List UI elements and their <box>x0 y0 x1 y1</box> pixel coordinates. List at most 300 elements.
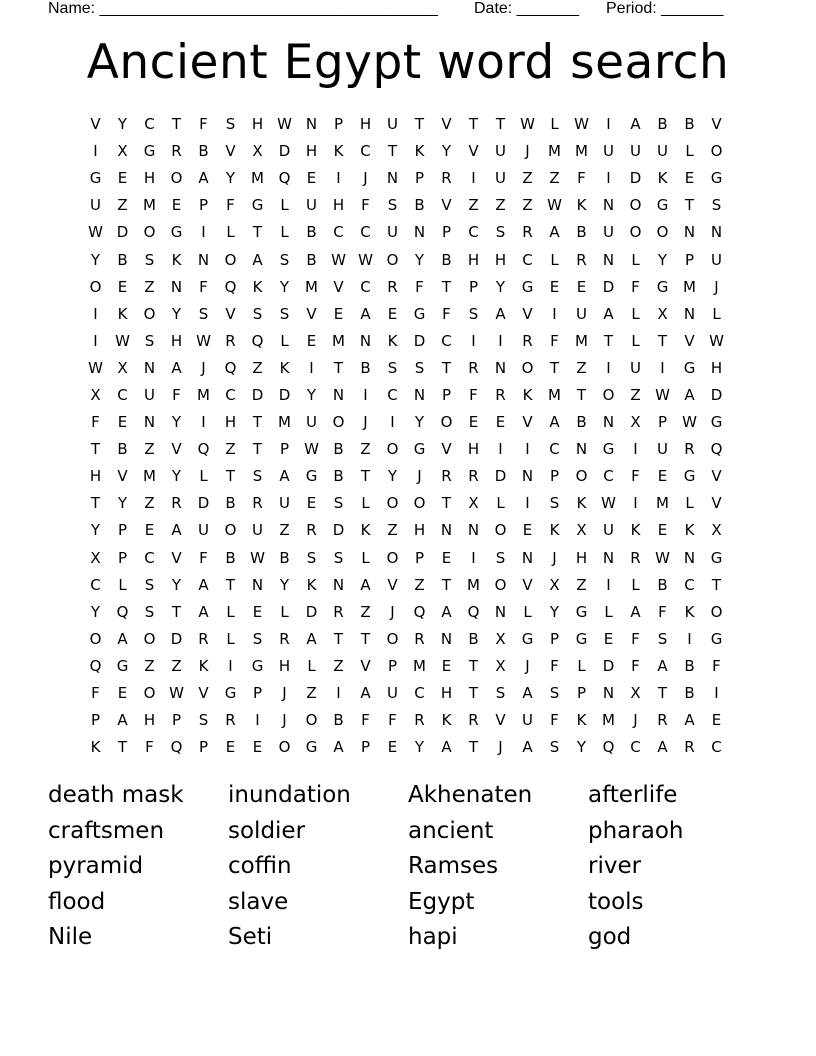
grid-letter[interactable]: U <box>711 250 722 269</box>
grid-letter[interactable]: G <box>710 413 723 432</box>
grid-letter[interactable]: O <box>143 684 156 703</box>
grid-letter[interactable]: I <box>552 304 557 323</box>
grid-letter[interactable]: B <box>117 440 128 459</box>
name-field-label[interactable]: Name: ______________________________________ <box>48 0 438 17</box>
grid-letter[interactable]: G <box>251 656 264 675</box>
grid-letter[interactable]: I <box>336 684 341 703</box>
grid-letter[interactable]: E <box>117 413 128 432</box>
grid-letter[interactable]: X <box>549 575 560 594</box>
grid-letter[interactable]: F <box>199 277 208 296</box>
grid-letter[interactable]: X <box>657 304 668 323</box>
grid-letter[interactable]: N <box>413 223 426 242</box>
grid-letter[interactable]: T <box>225 467 236 486</box>
grid-letter[interactable]: K <box>198 656 209 675</box>
grid-letter[interactable]: K <box>576 196 587 215</box>
grid-letter[interactable]: I <box>687 629 692 648</box>
grid-letter[interactable]: S <box>414 358 425 377</box>
grid-letter[interactable]: F <box>91 684 100 703</box>
grid-letter[interactable]: X <box>117 358 128 377</box>
grid-letter[interactable]: D <box>278 385 291 404</box>
grid-letter[interactable]: T <box>441 277 452 296</box>
grid-letter[interactable]: S <box>306 548 317 567</box>
grid-letter[interactable]: S <box>279 250 290 269</box>
grid-letter[interactable]: X <box>495 629 506 648</box>
grid-letter[interactable]: R <box>387 277 398 296</box>
grid-letter[interactable]: F <box>172 385 181 404</box>
grid-letter[interactable]: N <box>602 196 615 215</box>
grid-letter[interactable]: H <box>359 115 372 134</box>
grid-letter[interactable]: G <box>602 440 615 459</box>
grid-letter[interactable]: B <box>225 548 236 567</box>
grid-letter[interactable]: S <box>657 629 668 648</box>
grid-letter[interactable]: F <box>415 277 424 296</box>
grid-letter[interactable]: N <box>251 575 264 594</box>
grid-letter[interactable]: G <box>251 196 264 215</box>
grid-letter[interactable]: N <box>197 250 210 269</box>
grid-letter[interactable]: L <box>361 494 370 513</box>
grid-letter[interactable]: R <box>657 711 668 730</box>
grid-letter[interactable]: B <box>306 223 317 242</box>
grid-letter[interactable]: R <box>198 629 209 648</box>
grid-letter[interactable]: J <box>390 602 395 621</box>
grid-letter[interactable]: Z <box>306 684 317 703</box>
grid-letter[interactable]: J <box>552 548 557 567</box>
grid-letter[interactable]: M <box>251 169 264 188</box>
grid-letter[interactable]: Y <box>549 602 560 621</box>
grid-letter[interactable]: S <box>387 358 398 377</box>
grid-letter[interactable]: F <box>199 548 208 567</box>
grid-letter[interactable]: F <box>658 602 667 621</box>
grid-letter[interactable]: A <box>522 738 533 757</box>
grid-letter[interactable]: V <box>441 115 452 134</box>
grid-letter[interactable]: O <box>629 196 642 215</box>
grid-letter[interactable]: I <box>201 223 206 242</box>
grid-letter[interactable]: U <box>576 304 587 323</box>
grid-letter[interactable]: W <box>88 223 103 242</box>
grid-letter[interactable]: A <box>549 223 560 242</box>
grid-letter[interactable]: G <box>143 142 156 161</box>
grid-letter[interactable]: A <box>630 602 641 621</box>
grid-letter[interactable]: B <box>468 629 479 648</box>
grid-letter[interactable]: C <box>360 223 371 242</box>
grid-letter[interactable]: M <box>143 196 156 215</box>
grid-letter[interactable]: Y <box>90 521 101 540</box>
grid-letter[interactable]: C <box>333 223 344 242</box>
grid-letter[interactable]: C <box>144 548 155 567</box>
grid-letter[interactable]: Z <box>144 277 155 296</box>
grid-letter[interactable]: L <box>361 548 370 567</box>
grid-letter[interactable]: R <box>306 521 317 540</box>
grid-letter[interactable]: G <box>575 629 588 648</box>
grid-letter[interactable]: K <box>441 711 452 730</box>
grid-letter[interactable]: N <box>494 602 507 621</box>
grid-letter[interactable]: R <box>441 169 452 188</box>
grid-letter[interactable]: O <box>494 521 507 540</box>
date-field-label[interactable]: Date: _______ <box>474 0 579 17</box>
grid-letter[interactable]: A <box>630 115 641 134</box>
grid-letter[interactable]: Y <box>279 277 290 296</box>
grid-letter[interactable]: Y <box>90 602 101 621</box>
grid-letter[interactable]: O <box>602 385 615 404</box>
grid-letter[interactable]: L <box>199 467 208 486</box>
grid-letter[interactable]: G <box>575 602 588 621</box>
grid-letter[interactable]: K <box>117 304 128 323</box>
grid-letter[interactable]: W <box>358 250 373 269</box>
grid-letter[interactable]: N <box>386 169 399 188</box>
grid-letter[interactable]: I <box>93 331 98 350</box>
grid-letter[interactable]: Z <box>144 440 155 459</box>
grid-letter[interactable]: M <box>332 331 345 350</box>
grid-letter[interactable]: M <box>197 385 210 404</box>
grid-letter[interactable]: T <box>387 142 398 161</box>
grid-letter[interactable]: V <box>522 413 533 432</box>
grid-letter[interactable]: Z <box>549 169 560 188</box>
grid-letter[interactable]: P <box>549 467 560 486</box>
grid-letter[interactable]: V <box>522 304 533 323</box>
grid-letter[interactable]: L <box>685 142 694 161</box>
grid-letter[interactable]: I <box>714 684 719 703</box>
grid-letter[interactable]: H <box>305 142 318 161</box>
grid-letter[interactable]: E <box>387 738 398 757</box>
grid-letter[interactable]: G <box>224 684 237 703</box>
grid-letter[interactable]: L <box>226 602 235 621</box>
grid-letter[interactable]: O <box>521 358 534 377</box>
grid-letter[interactable]: U <box>495 169 506 188</box>
grid-letter[interactable]: Y <box>657 250 668 269</box>
grid-letter[interactable]: E <box>171 196 182 215</box>
grid-letter[interactable]: E <box>576 277 587 296</box>
grid-letter[interactable]: O <box>440 413 453 432</box>
grid-letter[interactable]: P <box>684 250 695 269</box>
grid-letter[interactable]: I <box>390 413 395 432</box>
grid-letter[interactable]: B <box>657 575 668 594</box>
grid-letter[interactable]: U <box>603 521 614 540</box>
grid-letter[interactable]: R <box>414 629 425 648</box>
grid-letter[interactable]: Q <box>197 440 210 459</box>
grid-letter[interactable]: L <box>118 575 127 594</box>
grid-letter[interactable]: A <box>441 738 452 757</box>
grid-letter[interactable]: K <box>90 738 101 757</box>
grid-letter[interactable]: H <box>467 250 480 269</box>
grid-letter[interactable]: Z <box>468 196 479 215</box>
grid-letter[interactable]: D <box>494 467 507 486</box>
grid-letter[interactable]: Q <box>467 602 480 621</box>
grid-letter[interactable]: F <box>550 656 559 675</box>
grid-letter[interactable]: C <box>225 385 236 404</box>
grid-letter[interactable]: F <box>631 656 640 675</box>
grid-letter[interactable]: B <box>576 223 587 242</box>
grid-letter[interactable]: I <box>498 440 503 459</box>
grid-letter[interactable]: X <box>495 656 506 675</box>
grid-letter[interactable]: L <box>631 304 640 323</box>
grid-letter[interactable]: I <box>471 169 476 188</box>
grid-letter[interactable]: D <box>251 385 264 404</box>
grid-letter[interactable]: I <box>255 711 260 730</box>
grid-letter[interactable]: L <box>631 331 640 350</box>
grid-letter[interactable]: J <box>201 358 206 377</box>
grid-letter[interactable]: H <box>494 250 507 269</box>
grid-letter[interactable]: J <box>282 711 287 730</box>
grid-letter[interactable]: P <box>657 413 668 432</box>
grid-letter[interactable]: A <box>171 521 182 540</box>
grid-letter[interactable]: W <box>250 548 265 567</box>
grid-letter[interactable]: L <box>226 223 235 242</box>
grid-letter[interactable]: H <box>332 196 345 215</box>
grid-letter[interactable]: P <box>576 684 587 703</box>
grid-letter[interactable]: H <box>224 413 237 432</box>
grid-letter[interactable]: P <box>252 684 263 703</box>
grid-letter[interactable]: S <box>252 467 263 486</box>
grid-letter[interactable]: I <box>525 440 530 459</box>
grid-letter[interactable]: L <box>307 656 316 675</box>
grid-letter[interactable]: K <box>279 358 290 377</box>
grid-letter[interactable]: W <box>601 494 616 513</box>
grid-letter[interactable]: Z <box>144 656 155 675</box>
grid-letter[interactable]: A <box>333 738 344 757</box>
grid-letter[interactable]: T <box>117 738 128 757</box>
grid-letter[interactable]: K <box>306 575 317 594</box>
grid-letter[interactable]: O <box>305 711 318 730</box>
grid-letter[interactable]: K <box>684 602 695 621</box>
grid-letter[interactable]: N <box>143 358 156 377</box>
grid-letter[interactable]: K <box>549 521 560 540</box>
grid-letter[interactable]: R <box>522 223 533 242</box>
grid-letter[interactable]: Q <box>251 331 264 350</box>
grid-letter[interactable]: K <box>657 169 668 188</box>
grid-letter[interactable]: H <box>143 711 156 730</box>
grid-letter[interactable]: L <box>631 575 640 594</box>
grid-letter[interactable]: B <box>279 548 290 567</box>
grid-letter[interactable]: N <box>143 413 156 432</box>
grid-letter[interactable]: V <box>684 331 695 350</box>
grid-letter[interactable]: O <box>386 494 399 513</box>
grid-letter[interactable]: W <box>520 115 535 134</box>
grid-letter[interactable]: I <box>633 440 638 459</box>
grid-letter[interactable]: T <box>360 629 371 648</box>
grid-letter[interactable]: P <box>117 521 128 540</box>
grid-letter[interactable]: I <box>93 304 98 323</box>
grid-letter[interactable]: S <box>549 738 560 757</box>
grid-letter[interactable]: N <box>602 250 615 269</box>
grid-letter[interactable]: Q <box>170 738 183 757</box>
grid-letter[interactable]: Z <box>360 602 371 621</box>
grid-letter[interactable]: F <box>469 385 478 404</box>
grid-letter[interactable]: I <box>525 494 530 513</box>
grid-letter[interactable]: T <box>711 575 722 594</box>
grid-letter[interactable]: E <box>441 548 452 567</box>
grid-letter[interactable]: A <box>603 304 614 323</box>
grid-letter[interactable]: N <box>467 521 480 540</box>
grid-letter[interactable]: S <box>711 196 722 215</box>
grid-letter[interactable]: T <box>603 331 614 350</box>
grid-letter[interactable]: R <box>684 738 695 757</box>
grid-letter[interactable]: R <box>684 440 695 459</box>
grid-letter[interactable]: V <box>468 142 479 161</box>
grid-letter[interactable]: Z <box>387 521 398 540</box>
grid-letter[interactable]: Y <box>414 250 425 269</box>
grid-letter[interactable]: U <box>90 196 101 215</box>
grid-letter[interactable]: Y <box>171 413 182 432</box>
grid-letter[interactable]: C <box>468 223 479 242</box>
grid-letter[interactable]: B <box>333 711 344 730</box>
grid-letter[interactable]: V <box>495 711 506 730</box>
grid-letter[interactable]: V <box>117 467 128 486</box>
grid-letter[interactable]: E <box>117 684 128 703</box>
grid-letter[interactable]: J <box>525 656 530 675</box>
grid-letter[interactable]: R <box>468 467 479 486</box>
grid-letter[interactable]: R <box>495 385 506 404</box>
grid-letter[interactable]: R <box>171 494 182 513</box>
grid-letter[interactable]: J <box>525 142 530 161</box>
grid-letter[interactable]: A <box>684 711 695 730</box>
grid-letter[interactable]: P <box>414 169 425 188</box>
grid-letter[interactable]: P <box>279 440 290 459</box>
grid-letter[interactable]: W <box>88 358 103 377</box>
grid-letter[interactable]: G <box>305 467 318 486</box>
grid-letter[interactable]: A <box>279 467 290 486</box>
grid-letter[interactable]: O <box>710 142 723 161</box>
grid-letter[interactable]: F <box>631 629 640 648</box>
grid-letter[interactable]: E <box>549 277 560 296</box>
grid-letter[interactable]: T <box>576 385 587 404</box>
grid-letter[interactable]: I <box>606 169 611 188</box>
grid-letter[interactable]: Z <box>630 385 641 404</box>
grid-letter[interactable]: M <box>413 656 426 675</box>
grid-letter[interactable]: P <box>387 656 398 675</box>
grid-letter[interactable]: N <box>521 467 534 486</box>
grid-letter[interactable]: O <box>332 413 345 432</box>
grid-letter[interactable]: I <box>606 575 611 594</box>
grid-letter[interactable]: L <box>280 196 289 215</box>
grid-letter[interactable]: B <box>684 656 695 675</box>
grid-letter[interactable]: O <box>386 629 399 648</box>
grid-letter[interactable]: E <box>441 656 452 675</box>
grid-letter[interactable]: A <box>306 629 317 648</box>
grid-letter[interactable]: M <box>656 494 669 513</box>
grid-letter[interactable]: E <box>252 602 263 621</box>
grid-letter[interactable]: U <box>279 494 290 513</box>
grid-letter[interactable]: F <box>550 711 559 730</box>
grid-letter[interactable]: R <box>468 358 479 377</box>
grid-letter[interactable]: L <box>523 602 532 621</box>
grid-letter[interactable]: V <box>711 467 722 486</box>
grid-letter[interactable]: B <box>414 196 425 215</box>
grid-letter[interactable]: S <box>198 711 209 730</box>
grid-letter[interactable]: Z <box>414 575 425 594</box>
grid-letter[interactable]: S <box>144 575 155 594</box>
grid-letter[interactable]: Y <box>495 277 506 296</box>
grid-letter[interactable]: P <box>171 711 182 730</box>
grid-letter[interactable]: F <box>361 711 370 730</box>
grid-letter[interactable]: Q <box>602 738 615 757</box>
grid-letter[interactable]: X <box>630 413 641 432</box>
grid-letter[interactable]: W <box>655 385 670 404</box>
grid-letter[interactable]: L <box>577 656 586 675</box>
grid-letter[interactable]: R <box>225 331 236 350</box>
grid-letter[interactable]: H <box>710 358 723 377</box>
grid-letter[interactable]: U <box>387 115 398 134</box>
grid-letter[interactable]: F <box>145 738 154 757</box>
grid-letter[interactable]: F <box>388 711 397 730</box>
grid-letter[interactable]: U <box>603 142 614 161</box>
grid-letter[interactable]: O <box>89 629 102 648</box>
grid-letter[interactable]: J <box>714 277 719 296</box>
grid-letter[interactable]: B <box>198 142 209 161</box>
grid-letter[interactable]: N <box>170 277 183 296</box>
grid-letter[interactable]: Z <box>117 196 128 215</box>
grid-letter[interactable]: T <box>468 684 479 703</box>
grid-letter[interactable]: G <box>413 440 426 459</box>
grid-letter[interactable]: M <box>305 277 318 296</box>
grid-letter[interactable]: O <box>386 548 399 567</box>
grid-letter[interactable]: U <box>657 440 668 459</box>
grid-letter[interactable]: V <box>225 142 236 161</box>
grid-letter[interactable]: O <box>224 521 237 540</box>
grid-letter[interactable]: Q <box>278 169 291 188</box>
grid-letter[interactable]: O <box>386 440 399 459</box>
grid-letter[interactable]: W <box>709 331 724 350</box>
grid-letter[interactable]: C <box>711 738 722 757</box>
grid-letter[interactable]: F <box>226 196 235 215</box>
grid-letter[interactable]: X <box>630 684 641 703</box>
grid-letter[interactable]: N <box>602 413 615 432</box>
grid-letter[interactable]: O <box>629 223 642 242</box>
grid-letter[interactable]: A <box>252 250 263 269</box>
grid-letter[interactable]: G <box>89 169 102 188</box>
grid-letter[interactable]: R <box>414 711 425 730</box>
grid-letter[interactable]: K <box>684 521 695 540</box>
grid-letter[interactable]: E <box>684 169 695 188</box>
grid-letter[interactable]: N <box>710 223 723 242</box>
grid-letter[interactable]: S <box>252 304 263 323</box>
grid-letter[interactable]: V <box>441 196 452 215</box>
grid-letter[interactable]: I <box>633 494 638 513</box>
grid-letter[interactable]: A <box>441 602 452 621</box>
grid-letter[interactable]: S <box>468 304 479 323</box>
grid-letter[interactable]: A <box>171 358 182 377</box>
grid-letter[interactable]: V <box>333 277 344 296</box>
grid-letter[interactable]: U <box>144 385 155 404</box>
grid-letter[interactable]: R <box>333 602 344 621</box>
grid-letter[interactable]: V <box>198 684 209 703</box>
grid-letter[interactable]: L <box>280 331 289 350</box>
grid-letter[interactable]: Z <box>522 169 533 188</box>
grid-letter[interactable]: X <box>90 385 101 404</box>
grid-letter[interactable]: I <box>471 548 476 567</box>
grid-letter[interactable]: B <box>333 467 344 486</box>
grid-letter[interactable]: O <box>143 304 156 323</box>
grid-letter[interactable]: T <box>90 494 101 513</box>
grid-letter[interactable]: Z <box>144 494 155 513</box>
grid-letter[interactable]: N <box>440 629 453 648</box>
grid-letter[interactable]: T <box>171 115 182 134</box>
grid-letter[interactable]: L <box>631 250 640 269</box>
grid-letter[interactable]: N <box>683 223 696 242</box>
grid-letter[interactable]: S <box>144 331 155 350</box>
grid-letter[interactable]: Y <box>414 738 425 757</box>
grid-letter[interactable]: M <box>602 711 615 730</box>
grid-letter[interactable]: Y <box>117 115 128 134</box>
grid-letter[interactable]: A <box>684 385 695 404</box>
grid-letter[interactable]: N <box>332 575 345 594</box>
grid-letter[interactable]: E <box>495 413 506 432</box>
grid-letter[interactable]: T <box>441 575 452 594</box>
grid-letter[interactable]: N <box>359 331 372 350</box>
grid-letter[interactable]: B <box>684 115 695 134</box>
grid-letter[interactable]: K <box>360 521 371 540</box>
grid-letter[interactable]: Y <box>387 467 398 486</box>
grid-letter[interactable]: C <box>630 738 641 757</box>
